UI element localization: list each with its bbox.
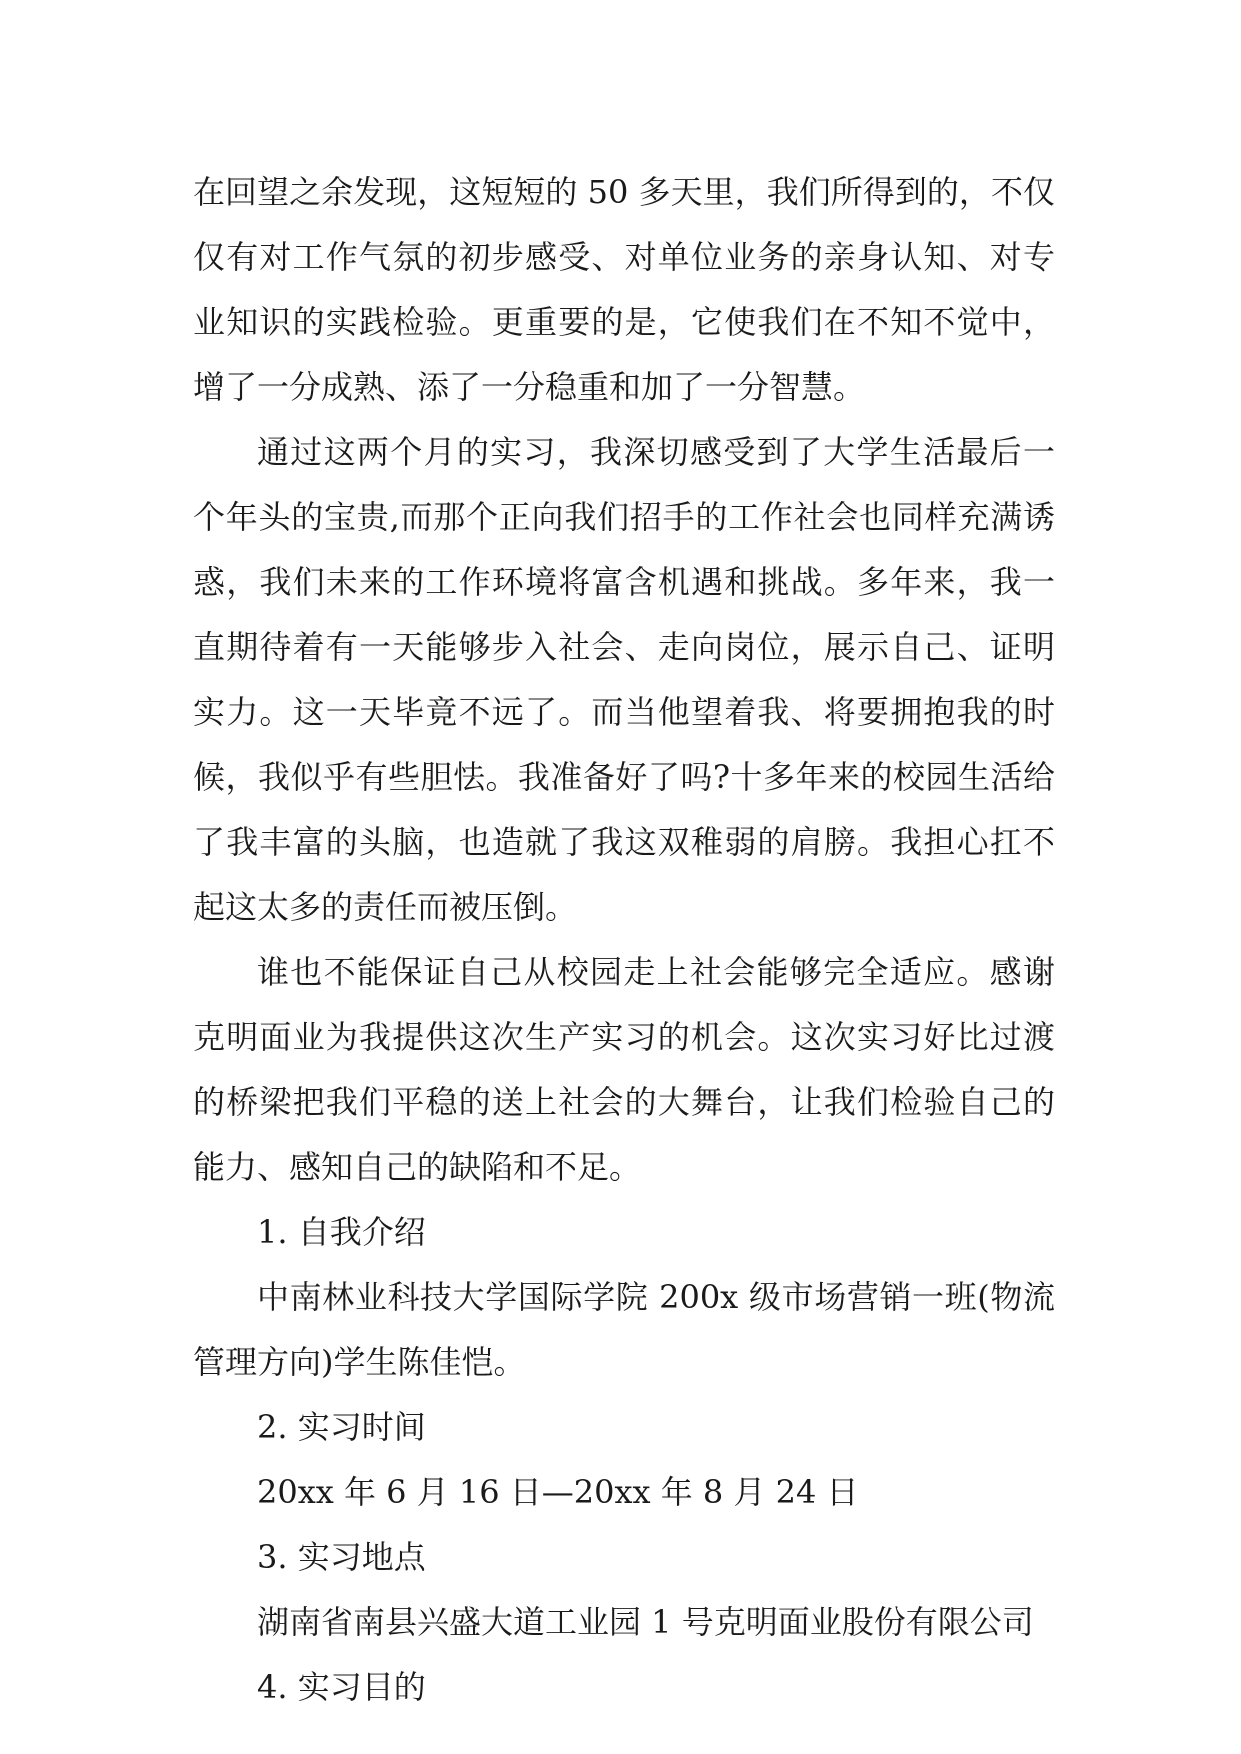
paragraph-internship-time: 20xx 年 6 月 16 日—20xx 年 8 月 24 日 xyxy=(257,1473,859,1511)
document-body xyxy=(193,160,1055,1720)
paragraph-reflection: 在回望之余发现，这短短的 50 多天里，我们所得到的，不仅仅有对工作气氛的初步感受、对单位业务的亲身认知、对专业知识的实践检验。更重要的是，它使我们在不知不觉中，增了一分成熟、添了一分稳重和加了一分智慧。 xyxy=(193,173,1055,406)
paragraph-internship-location: 湖南省南县兴盛大道工业园 1 号克明面业股份有限公司 xyxy=(257,1603,1034,1641)
section-heading-internship-purpose: 4. 实习目的 xyxy=(257,1668,426,1706)
paragraph-internship-feelings: 通过这两个月的实习，我深切感受到了大学生活最后一个年头的宝贵,而那个正向我们招手的工作社会也同样充满诱惑，我们未来的工作环境将富含机遇和挑战。多年来，我一直期待着有一天能够步入社会、走向岗位，展示自己、证明实力。这一天毕竟不远了。而当他望着我、将要拥抱我的时候，我似乎有些胆怯。我准备好了吗?十多年来的校园生活给了我丰富的头脑，也造就了我这双稚弱的肩膀。我担心扛不起这太多的责任而被压倒。 xyxy=(193,433,1055,926)
paragraph-gratitude: 谁也不能保证自己从校园走上社会能够完全适应。感谢克明面业为我提供这次生产实习的机会。这次实习好比过渡的桥梁把我们平稳的送上社会的大舞台，让我们检验自己的能力、感知自己的缺陷和不足。 xyxy=(193,953,1055,1186)
section-heading-internship-time: 2. 实习时间 xyxy=(257,1408,426,1446)
section-heading-internship-location: 3. 实习地点 xyxy=(257,1538,426,1576)
section-heading-self-intro: 1. 自我介绍 xyxy=(257,1213,426,1251)
paragraph-self-intro: 中南林业科技大学国际学院 200x 级市场营销一班(物流管理方向)学生陈佳恺。 xyxy=(193,1278,1055,1381)
